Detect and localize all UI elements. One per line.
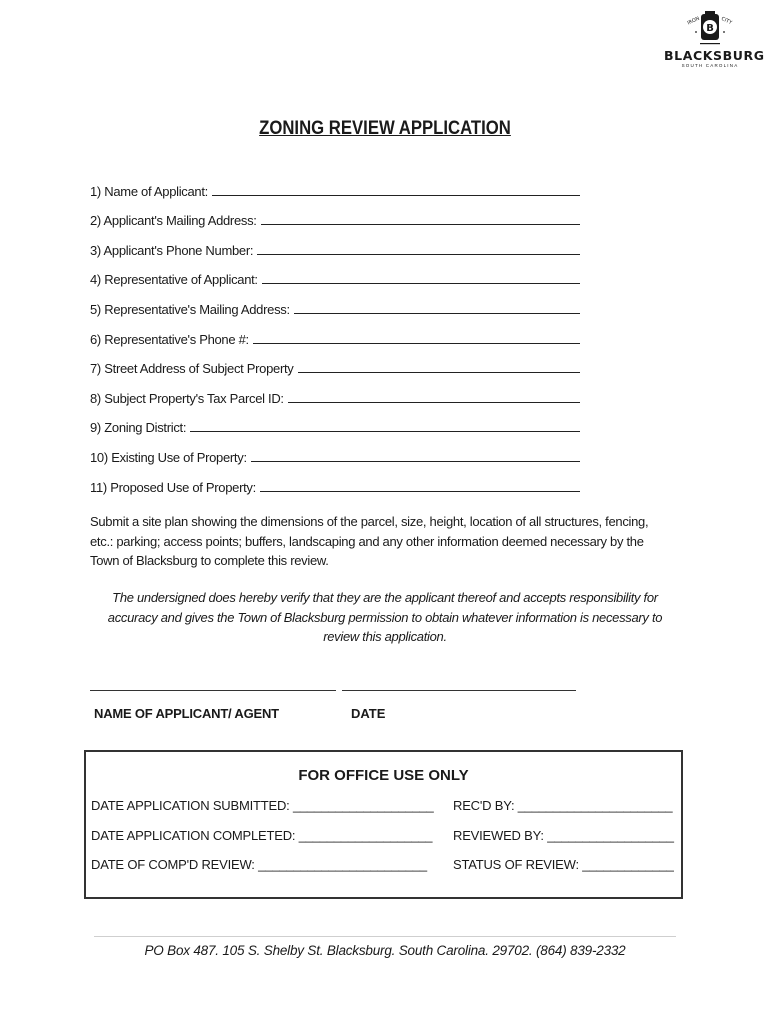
field-representative-phone[interactable] xyxy=(90,317,580,347)
office-use-box xyxy=(84,750,683,899)
field-line[interactable] xyxy=(190,430,580,432)
field-representative[interactable] xyxy=(90,258,580,288)
footer-address: PO Box 487. 105 S. Shelby St. Blacksburg. South Carolina. 29702. (864) 839-2332 xyxy=(144,943,626,958)
field-tax-parcel-id[interactable] xyxy=(90,376,580,406)
date-review-field: DATE OF COMP'D REVIEW: ________________________ xyxy=(91,857,427,872)
field-label: 3) Applicant's Phone Number: xyxy=(90,242,254,258)
field-line[interactable] xyxy=(262,282,580,284)
field-applicant-name[interactable] xyxy=(90,169,580,199)
field-zoning-district[interactable] xyxy=(90,406,580,436)
field-line[interactable] xyxy=(288,401,580,403)
field-line[interactable] xyxy=(260,490,580,492)
field-label: 7) Street Address of Subject Property xyxy=(90,361,294,377)
date-submitted-field: DATE APPLICATION SUBMITTED: ____________________ xyxy=(91,798,434,813)
field-label: 8) Subject Property's Tax Parcel ID: xyxy=(90,390,284,406)
field-street-address[interactable] xyxy=(90,347,580,377)
field-label: 11) Proposed Use of Property: xyxy=(90,479,256,495)
applicant-fields xyxy=(90,169,580,495)
town-logo xyxy=(664,10,765,74)
field-line[interactable] xyxy=(257,253,580,255)
field-representative-address[interactable] xyxy=(90,287,580,317)
field-line[interactable] xyxy=(251,460,580,462)
field-label: 10) Existing Use of Property: xyxy=(90,449,247,465)
date-signature-line[interactable] xyxy=(342,690,576,691)
field-label: 1) Name of Applicant: xyxy=(90,183,208,199)
office-use-title: FOR OFFICE USE ONLY xyxy=(298,767,469,784)
logo-top-right-text: CITY xyxy=(720,16,733,27)
reviewed-by-field: REVIEWED BY: __________________ xyxy=(453,828,674,843)
field-label: 6) Representative's Phone #: xyxy=(90,331,249,347)
field-applicant-phone[interactable] xyxy=(90,228,580,258)
status-review-field: STATUS OF REVIEW: _____________ xyxy=(453,857,674,872)
logo-top-left-text: IRON xyxy=(686,15,701,27)
emblem-letter: B xyxy=(706,23,714,34)
logo-name: BLACKSBURG xyxy=(664,48,765,63)
applicant-agent-label: NAME OF APPLICANT/ AGENT xyxy=(94,706,279,721)
blacksburg-emblem-icon xyxy=(680,10,740,48)
field-line[interactable] xyxy=(294,312,580,314)
signature-lines xyxy=(90,690,580,691)
site-plan-instructions: Submit a site plan showing the dimensions of the parcel, size, height, location of all structures, fencing, etc.: parking; access points; buffers, landscaping and any other information deemed necessary by the Town of Blacksburg to complete this review. xyxy=(90,514,649,568)
field-label: 2) Applicant's Mailing Address: xyxy=(90,213,257,229)
field-existing-use[interactable] xyxy=(90,435,580,465)
applicant-signature-line[interactable] xyxy=(90,690,336,691)
field-line[interactable] xyxy=(253,342,580,344)
date-completed-field: DATE APPLICATION COMPLETED: ___________________ xyxy=(91,828,433,843)
field-line[interactable] xyxy=(298,371,580,373)
field-label: 5) Representative's Mailing Address: xyxy=(90,301,290,317)
field-line[interactable] xyxy=(212,194,580,196)
footer-divider xyxy=(94,936,676,937)
page-title: ZONING REVIEW APPLICATION xyxy=(259,118,511,139)
logo-subtitle: SOUTH CAROLINA xyxy=(681,63,739,68)
field-applicant-address[interactable] xyxy=(90,199,580,229)
field-label: 4) Representative of Applicant: xyxy=(90,272,258,288)
certification-statement: The undersigned does hereby verify that they are the applicant thereof and accepts responsibility for accuracy and gives the Town of Blacksburg permission to obtain whatever information is necessary to review this application. xyxy=(107,590,663,644)
field-proposed-use[interactable] xyxy=(90,465,580,495)
recd-by-field: REC'D BY: ______________________ xyxy=(453,798,673,813)
date-label: DATE xyxy=(351,706,386,721)
field-label: 9) Zoning District: xyxy=(90,420,187,436)
field-line[interactable] xyxy=(261,223,580,225)
